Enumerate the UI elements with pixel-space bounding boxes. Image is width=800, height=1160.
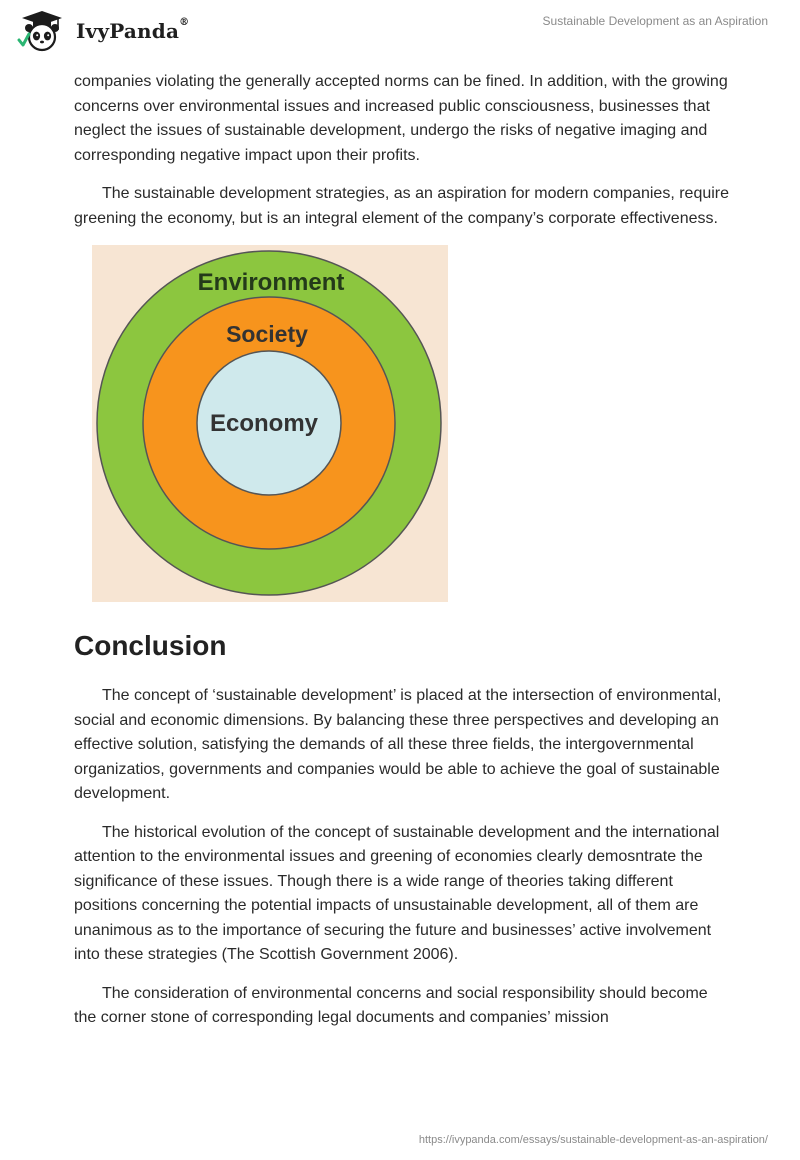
source-url[interactable]: https://ivypanda.com/essays/sustainable-development-as-an-aspiration/ (418, 1134, 768, 1146)
brand-name: IvyPanda® (76, 17, 190, 43)
paragraph: The concept of ‘sustainable development’ is placed at the intersection of environmental, social and economic dimensions. By balancing these three perspectives and developing an effective solution, satisfying the demands of all these three fields, the intergovernmental organizatios, governments and companies would be able to achieve the goal of sustainable development. (74, 687, 722, 802)
society-label: Society (226, 321, 308, 347)
paragraph: The sustainable development strategies, as an aspiration for modern companies, require greening the economy, but is an integral element of the company’s corporate effectiveness. (74, 185, 730, 227)
document-title: Sustainable Development as an Aspiration (542, 14, 768, 28)
paragraph: The consideration of environmental concerns and social responsibility should become the corner stone of corresponding legal documents and companies’ mission (74, 984, 708, 1026)
paragraph: companies violating the generally accepted norms can be fined. In addition, with the growing concerns over environmental issues and increased public consciousness, businesses that neglect the issues of sustainable development, undergo the risks of negative imaging and corresponding negative impact upon their profits. (74, 73, 728, 164)
page-header (0, 0, 800, 62)
environment-label: Environment (197, 269, 345, 296)
brand-logo[interactable] (14, 8, 189, 54)
economy-label: Economy (209, 410, 319, 437)
article-body (74, 70, 734, 1045)
sustainability-circles-diagram (92, 245, 448, 602)
panda-graduate-icon (14, 8, 70, 54)
paragraph: The historical evolution of the concept of sustainable development and the international attention to the environmental issues and greening of economies clearly demosntrate the significance of these issues. Though there is a wide range of theories taking different positions concerning the potential impacts of unsustainable development, all of them are unanimous as to the importance of securing the future and businesses’ active involvement into these strategies (The Scottish Government 2006). (74, 823, 720, 963)
conclusion-heading: Conclusion (74, 630, 227, 661)
